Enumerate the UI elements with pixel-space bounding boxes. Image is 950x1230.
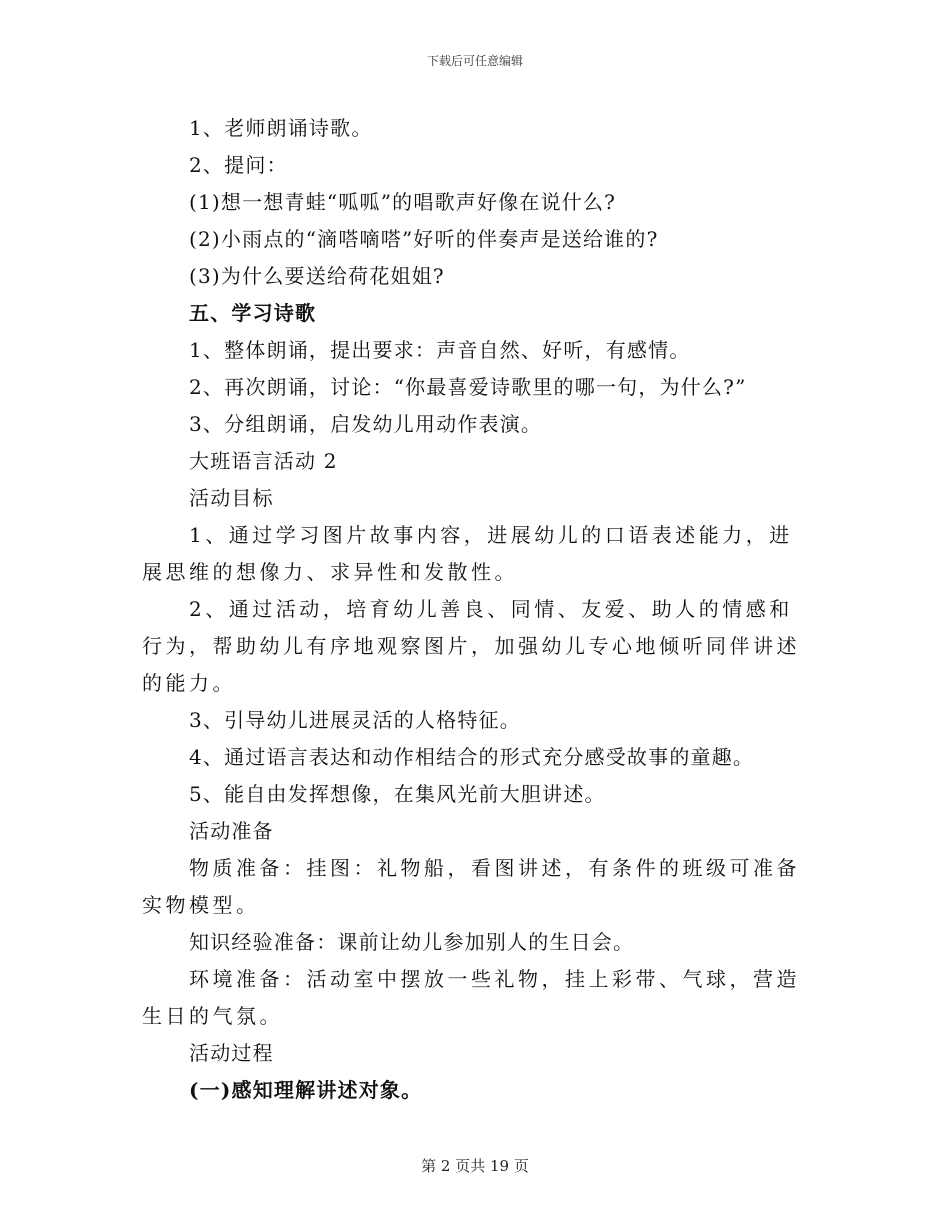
paragraph: (2)小雨点的“滴嗒嘀嗒”好听的伴奏声是送给谁的? [189,227,659,251]
paragraph: (3)为什么要送给荷花姐姐? [189,264,445,288]
section-heading: 五、学习诗歌 [189,301,317,325]
paragraph: 1、整体朗诵，提出要求：声音自然、好听，有感情。 [189,338,691,362]
paragraph: 活动目标 [189,486,274,510]
page-header: 下载后可任意编辑 [426,54,523,68]
paragraph: 2、通过活动，培育幼儿善良、同情、友爱、助人的情感和行为，帮助幼儿有序地观察图片，加强幼儿专心地倾听同伴讲述的能力。 [142,597,800,695]
paragraph: 1、通过学习图片故事内容，进展幼儿的口语表述能力，进展思维的想像力、求异性和发散性。 [142,523,793,584]
section-heading: (一)感知理解讲述对象。 [189,1078,423,1102]
document-body [142,110,807,1109]
paragraph: 知识经验准备：课前让幼儿参加别人的生日会。 [189,930,635,954]
paragraph: 2、提问： [189,153,288,177]
page-footer: 第 2 页共 19 页 [421,1157,529,1175]
paragraph: 物质准备：挂图：礼物船，看图讲述，有条件的班级可准备实物模型。 [142,856,800,917]
paragraph: 3、分组朗诵，启发幼儿用动作表演。 [189,412,543,436]
paragraph: 活动准备 [189,819,274,843]
paragraph: 5、能自由发挥想像，在集风光前大胆讲述。 [189,782,606,806]
paragraph: 环境准备：活动室中摆放一些礼物，挂上彩带、气球，营造生日的气氛。 [142,967,800,1028]
paragraph: 2、再次朗诵，讨论：“你最喜爱诗歌里的哪一句，为什么?” [189,375,747,399]
paragraph: 3、引导幼儿进展灵活的人格特征。 [189,708,521,732]
paragraph: 活动过程 [189,1041,274,1065]
paragraph: (1)想一想青蛙“呱呱”的唱歌声好像在说什么? [189,190,617,214]
paragraph: 4、通过语言表达和动作相结合的形式充分感受故事的童趣。 [189,745,755,769]
paragraph: 大班语言活动 2 [189,449,338,473]
paragraph: 1、老师朗诵诗歌。 [189,116,373,140]
